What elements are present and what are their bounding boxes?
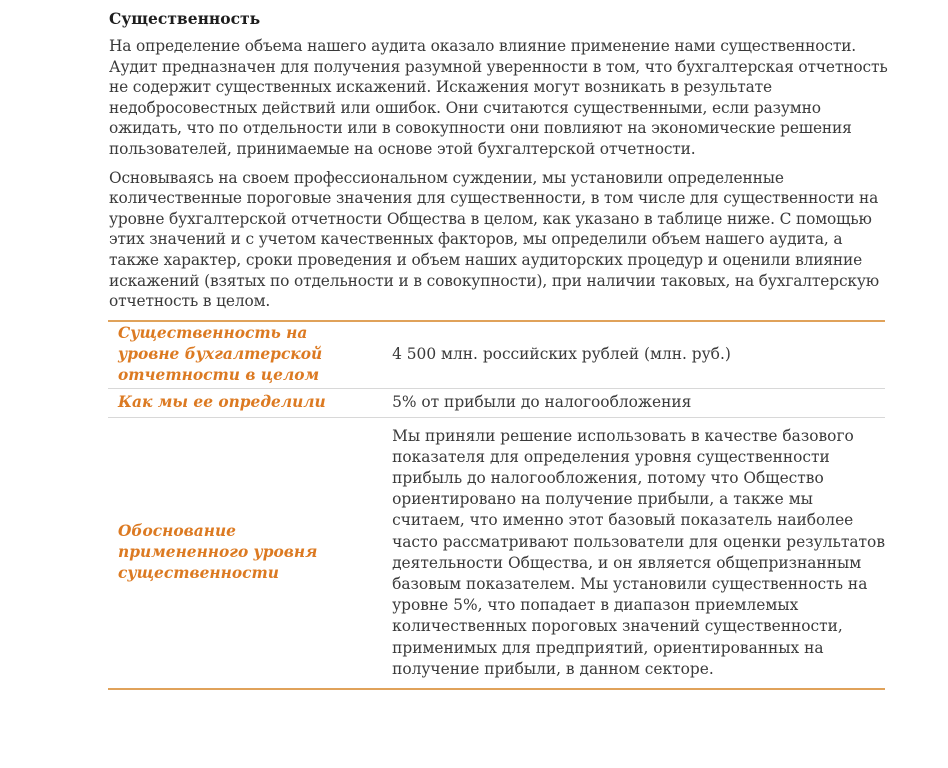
text-line: также характер, сроки проведения и объем наших аудиторских процедур и оценили влияние (109, 250, 863, 269)
text-line: Основываясь на своем профессиональном суждении, мы установили определенные (109, 168, 784, 187)
row-value (381, 321, 885, 389)
paragraph-materiality-intro (109, 36, 888, 160)
value-line: количественных пороговых значений существенности, (392, 617, 843, 636)
value-line: часто рассматривают пользователи для оценки результатов (392, 532, 885, 551)
value-line: получение прибыли, в данном секторе. (392, 659, 714, 678)
value-line: 5% от прибыли до налогообложения (392, 393, 692, 412)
table-row (108, 417, 885, 689)
text-line: не содержит существенных искажений. Искажения могут возникать в результате (109, 78, 772, 97)
materiality-table (108, 320, 885, 690)
label-line: отчетности в целом (118, 366, 320, 385)
table-row (108, 388, 885, 417)
value-line: деятельности Общества, и он является общепризнанным (392, 553, 862, 572)
label-line: Существенность на (118, 324, 308, 343)
value-line: применимых для предприятий, ориентированных на (392, 638, 824, 657)
value-line: уровне 5%, что попадает в диапазон приемлемых (392, 596, 799, 615)
value-line: Мы приняли решение использовать в качестве базового (392, 426, 854, 445)
paragraph-thresholds (109, 168, 884, 312)
table-row (108, 321, 885, 389)
label-line: примененного уровня (118, 543, 318, 562)
row-label (108, 388, 381, 417)
text-line: уровне бухгалтерской отчетности Общества в целом, как указано в таблице ниже. С помощью (109, 209, 872, 228)
label-line: Обоснование (118, 522, 236, 541)
label-line: существенности (118, 564, 279, 583)
text-line: искажений (взятых по отдельности и в совокупности), при наличии таковых, на бухгалтерскую (109, 271, 880, 290)
value-line: 4 500 млн. российских рублей (млн. руб.) (392, 345, 731, 364)
label-line: уровне бухгалтерской (118, 345, 323, 364)
value-line: считаем, что именно этот базовый показатель наиболее (392, 511, 854, 530)
document-page (109, 8, 888, 690)
label-line: Как мы ее определили (118, 393, 326, 412)
row-label (108, 321, 381, 389)
text-line: На определение объема нашего аудита оказало влияние применение нами существенности. (109, 37, 857, 55)
text-line: недобросовестных действий или ошибок. Они считаются существенными, если разумно (109, 98, 821, 117)
row-value (381, 417, 885, 689)
text-line: отчетность в целом. (109, 292, 271, 311)
value-line: показателя для определения уровня существенности (392, 447, 830, 466)
text-line: этих значений и с учетом качественных факторов, мы определили объем нашего аудита, а (109, 230, 843, 249)
text-line: ожидать, что по отдельности или в совокупности они повлияют на экономические решения (109, 119, 852, 138)
row-label (108, 417, 381, 689)
value-line: прибыль до налогообложения, потому что Общество (392, 468, 824, 487)
value-line: базовым показателем. Мы установили существенность на (392, 574, 868, 593)
text-line: количественные пороговые значения для существенности, в том числе для существенности на (109, 189, 879, 208)
value-line: ориентировано на получение прибыли, а также мы (392, 490, 813, 509)
row-value (381, 388, 885, 417)
section-title: Существенность (109, 9, 261, 28)
text-line: пользователей, принимаемые на основе этой бухгалтерской отчетности. (109, 139, 696, 158)
text-line: Аудит предназначен для получения разумной уверенности в том, что бухгалтерская отчетность (109, 57, 888, 76)
